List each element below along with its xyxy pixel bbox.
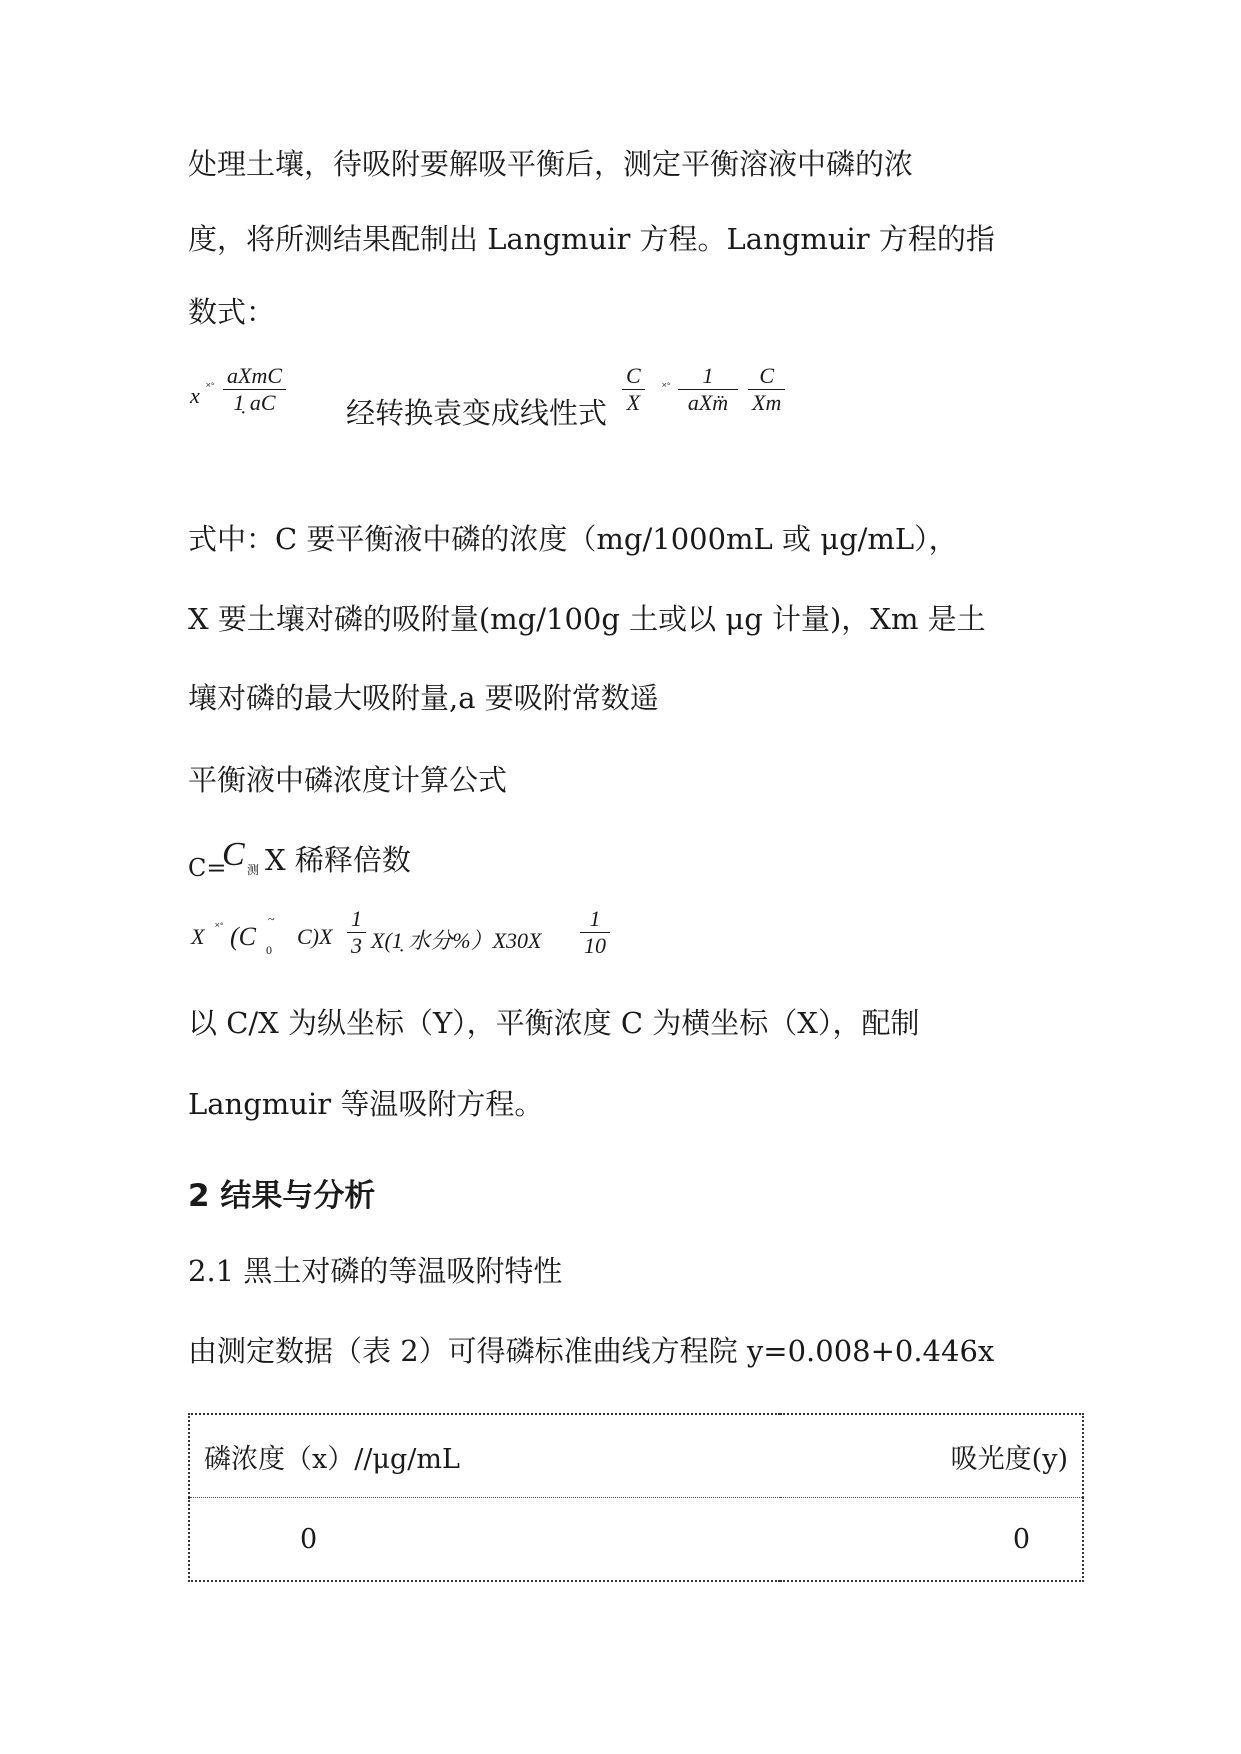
formula-equals-glyph: ˟˚	[662, 380, 671, 394]
formula-symbol: X(1̣ 水分%）X30X	[371, 928, 542, 953]
table-header-cell: 吸光度(y)	[950, 1443, 1068, 1475]
table-cell: 0	[189, 1498, 780, 1582]
formula-equals-glyph: ˟˚	[215, 920, 224, 934]
formula-subscript: 测	[247, 863, 260, 877]
formula-symbol: x	[190, 383, 200, 408]
fraction-denominator: 3	[351, 933, 362, 958]
fraction-denominator: 10	[584, 933, 606, 958]
formula-tilde: ~	[268, 912, 275, 926]
fraction-numerator: 1	[702, 363, 714, 388]
formula-symbol: C	[222, 836, 245, 873]
body-text-line: 平衡液中磷浓度计算公式	[188, 763, 508, 797]
body-text-line: 数式：	[188, 295, 276, 329]
formula-fraction	[580, 907, 610, 958]
formula-suffix: X 稀释倍数	[265, 843, 411, 877]
fraction-numerator: C	[759, 363, 774, 388]
table-header-cell: 磷浓度（x）//μg/mL	[204, 1443, 460, 1475]
fraction-denominator: aXm̈	[687, 390, 729, 415]
body-text-line: Langmuir 等温吸附方程。	[188, 1087, 544, 1121]
table-row	[189, 1498, 1083, 1582]
data-table	[188, 1413, 1084, 1582]
table-header-row	[189, 1414, 1083, 1498]
formula-fraction	[678, 364, 738, 415]
fraction-numerator: aXmC	[227, 363, 282, 388]
fraction-denominator: 1̣ aC	[233, 390, 276, 415]
formula-symbol: C)X	[297, 924, 333, 949]
body-text-line: 度，将所测结果配制出 Langmuir 方程。Langmuir 方程的指	[188, 222, 995, 256]
body-text-line: 由测定数据（表 2）可得磷标准曲线方程院 y=0.008+0.446x	[188, 1334, 995, 1368]
formula-symbol: X	[191, 924, 205, 949]
fraction-numerator: C	[626, 363, 641, 388]
fraction-denominator: Xm	[752, 390, 782, 415]
fraction-numerator: 1	[589, 906, 601, 931]
subsection-heading: 2.1 黑土对磷的等温吸附特性	[188, 1254, 563, 1288]
body-text-line: 处理土壤，待吸附要解吸平衡后，测定平衡溶液中磷的浓	[188, 147, 914, 181]
table-cell: 0	[780, 1498, 1083, 1582]
formula-symbol: (C	[230, 922, 256, 951]
fraction-numerator: 1	[351, 906, 362, 931]
formula-equals-glyph: ˟˚	[206, 380, 215, 394]
body-text-line: 式中：C 要平衡液中磷的浓度（mg/1000mL 或 μg/mL），	[188, 522, 958, 556]
formula-fraction	[347, 907, 366, 958]
formula-fraction	[223, 364, 286, 415]
formula-fraction	[748, 364, 785, 415]
fraction-denominator: X	[626, 390, 641, 415]
formula-prefix: C=	[188, 854, 227, 882]
section-heading: 2 结果与分析	[188, 1178, 376, 1214]
formula-subscript: 0	[266, 943, 272, 957]
body-text-line: 以 C/X 为纵坐标（Y），平衡浓度 C 为横坐标（X），配制	[188, 1006, 920, 1040]
formula-transition-text: 经转换袁变成线性式	[346, 396, 608, 430]
body-text-line: X 要土壤对磷的吸附量(mg/100g 土或以 μg 计量)，Xm 是土	[188, 602, 986, 636]
body-text-line: 壤对磷的最大吸附量,a 要吸附常数遥	[188, 681, 659, 715]
formula-fraction	[622, 364, 645, 415]
